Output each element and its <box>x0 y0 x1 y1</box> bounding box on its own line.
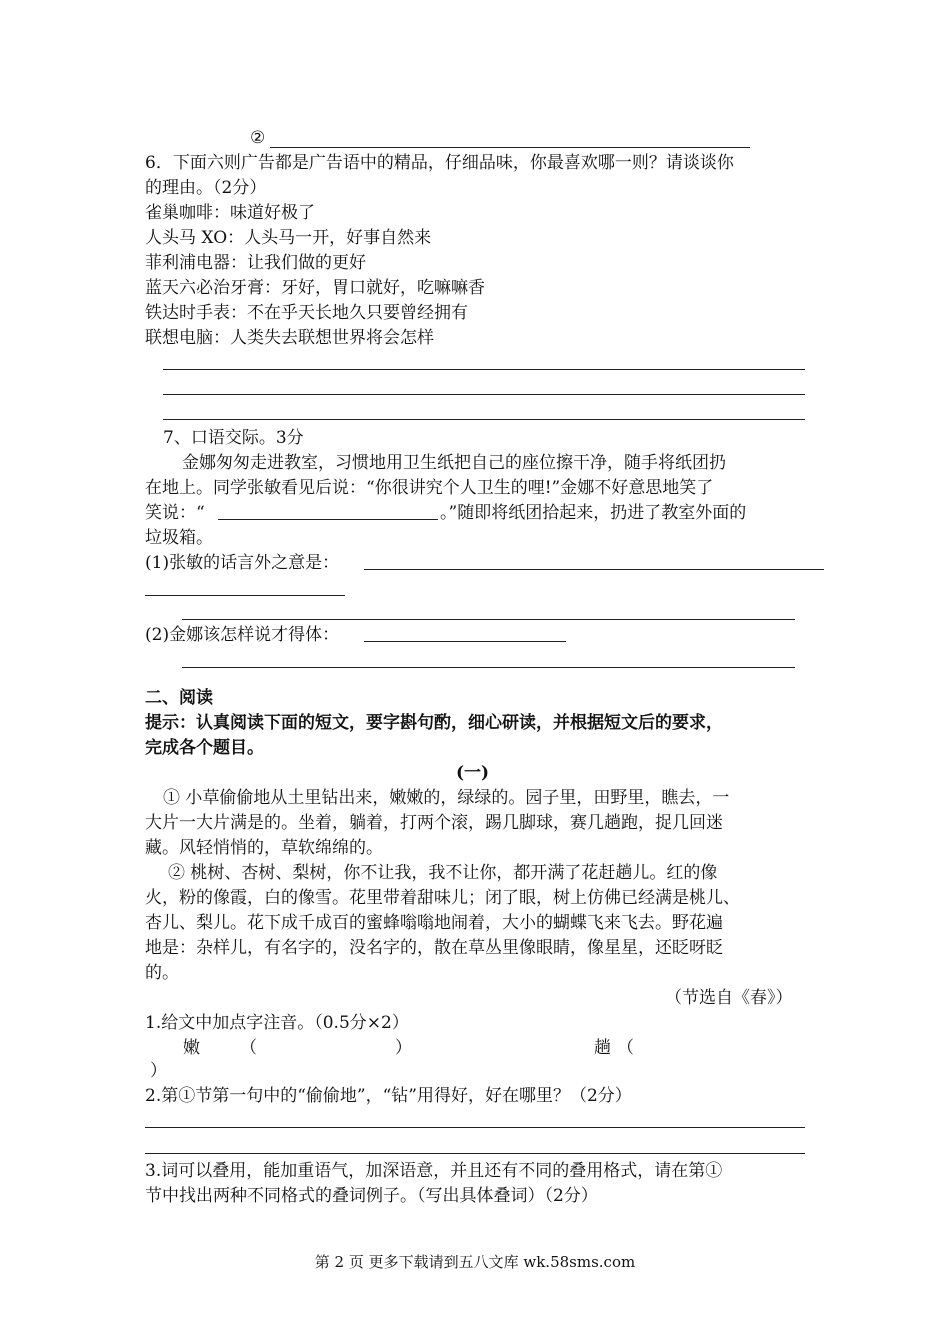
question3-line1: 3.词可以叠用，能加重语气，加深语意，并且还有不同的叠用格式，请在第① <box>145 1161 723 1181</box>
passage1-p2-line1: ② 桃树、杏树、梨树，你不让我，我不让你，都开满了花赶趟儿。红的像 <box>168 863 718 883</box>
passage1-p2-line4: 地是：杂样儿，有名字的，没名字的，散在草丛里像眼睛，像星星，还眨呀眨 <box>145 938 723 958</box>
q7-para-line1: 金娜匆匆走进教室，习惯地用卫生纸把自己的座位擦干净，随手将纸团扔 <box>182 453 726 473</box>
passage1-p2-line2: 火，粉的像霞，白的像雪。花里带着甜味儿；闭了眼，树上仿佛已经满是桃儿、 <box>145 888 740 908</box>
passage1-p2-line3: 杏儿、梨儿。花下成千成百的蜜蜂嗡嗡地闹着，大小的蝴蝶飞来飞去。野花遍 <box>145 913 723 933</box>
passage1-source: （节选自《春》） <box>665 988 793 1008</box>
q5-item2-marker: ② <box>250 128 266 148</box>
question2-answer-line-2 <box>145 1153 805 1154</box>
q7-title: 7、口语交际。3分 <box>163 428 304 448</box>
question1: 1.给文中加点字注音。（0.5分×2） <box>145 1013 409 1033</box>
passage1-p1-line2: 大片一大片满是的。坐着，躺着，打两个滚，踢几脚球，赛几趟跑，捉几回迷 <box>145 813 723 833</box>
question1-char2: 趟 <box>594 1038 611 1058</box>
q6-ad-item: 菲利浦电器：让我们做的更好 <box>145 253 366 273</box>
question2: 2.第①节第一句中的“偷偷地”，“钻”用得好，好在哪里？（2分） <box>145 1086 632 1106</box>
q5-item2-answer-line <box>270 147 750 148</box>
q6-answer-line-2 <box>163 394 805 395</box>
question1-char1: 嫩 <box>183 1038 200 1058</box>
section2-tip-line1: 提示：认真阅读下面的短文，要字斟句酌，细心研读，并根据短文后的要求， <box>145 713 723 733</box>
passage1-p2-line5: 的。 <box>145 963 179 983</box>
question1-char1-paren-open: （ <box>240 1038 257 1058</box>
q7-sub1-answer-line-2 <box>145 595 345 596</box>
question3-line2: 节中找出两种不同格式的叠词例子。（写出具体叠词）（2分） <box>145 1186 598 1206</box>
q7-para-line4: 垃圾箱。 <box>145 528 213 548</box>
q6-answer-line-1 <box>163 369 805 370</box>
q7-sub2-answer-line-1 <box>364 641 566 642</box>
q6-prompt-line1: 6．下面六则广告都是广告语中的精品，仔细品味，你最喜欢哪一则？请谈谈你 <box>145 153 734 173</box>
q7-sub2: (2)金娜该怎样说才得体： <box>145 625 340 645</box>
q7-para-line2: 在地上。同学张敏看见后说：“你很讲究个人卫生的哩!”金娜不好意思地笑了 <box>145 478 714 498</box>
question1-char2-paren-open: （ <box>617 1038 634 1058</box>
passage1-p1-line3: 藏。风轻悄悄的，草软绵绵的。 <box>145 838 383 858</box>
question1-char2-paren-close: ） <box>150 1061 167 1081</box>
q6-prompt-line2: 的理由。（2分） <box>145 178 267 198</box>
q7-para-line3b: 。”随即将纸团拾起来，扔进了教室外面的 <box>440 503 747 523</box>
q7-sub1-answer-line-3 <box>182 619 795 620</box>
q6-ad-item: 联想电脑：人类失去联想世界将会怎样 <box>145 328 434 348</box>
passage1-title: (一) <box>456 763 490 783</box>
question2-answer-line-1 <box>145 1127 805 1128</box>
q7-sub2-answer-line-2 <box>182 667 795 668</box>
passage1-p1-line1: ① 小草偷偷地从土里钻出来，嫩嫩的，绿绿的。园子里，田野里，瞧去，一 <box>163 788 730 808</box>
q7-sub1-answer-line-1 <box>364 569 824 570</box>
q6-ad-item: 雀巢咖啡：味道好极了 <box>145 203 315 223</box>
q6-ad-item: 人头马 XO：人头马一开，好事自然来 <box>145 228 432 248</box>
q7-blank-line <box>218 519 438 520</box>
page-footer: 第 2 页 更多下载请到五八文库 wk.58sms.com <box>314 1253 636 1271</box>
section2-tip-line2: 完成各个题目。 <box>145 738 264 758</box>
q6-ad-item: 蓝天六必治牙膏：牙好，胃口就好，吃嘛嘛香 <box>145 278 485 298</box>
question1-char1-paren-close: ） <box>395 1038 412 1058</box>
q6-answer-line-3 <box>163 419 805 420</box>
q6-ad-item: 铁达时手表：不在乎天长地久只要曾经拥有 <box>145 303 468 323</box>
section2-heading: 二、阅读 <box>145 688 213 708</box>
q7-para-line3a: 笑说：“ <box>145 503 205 523</box>
q7-sub1: (1)张敏的话言外之意是： <box>145 553 340 573</box>
